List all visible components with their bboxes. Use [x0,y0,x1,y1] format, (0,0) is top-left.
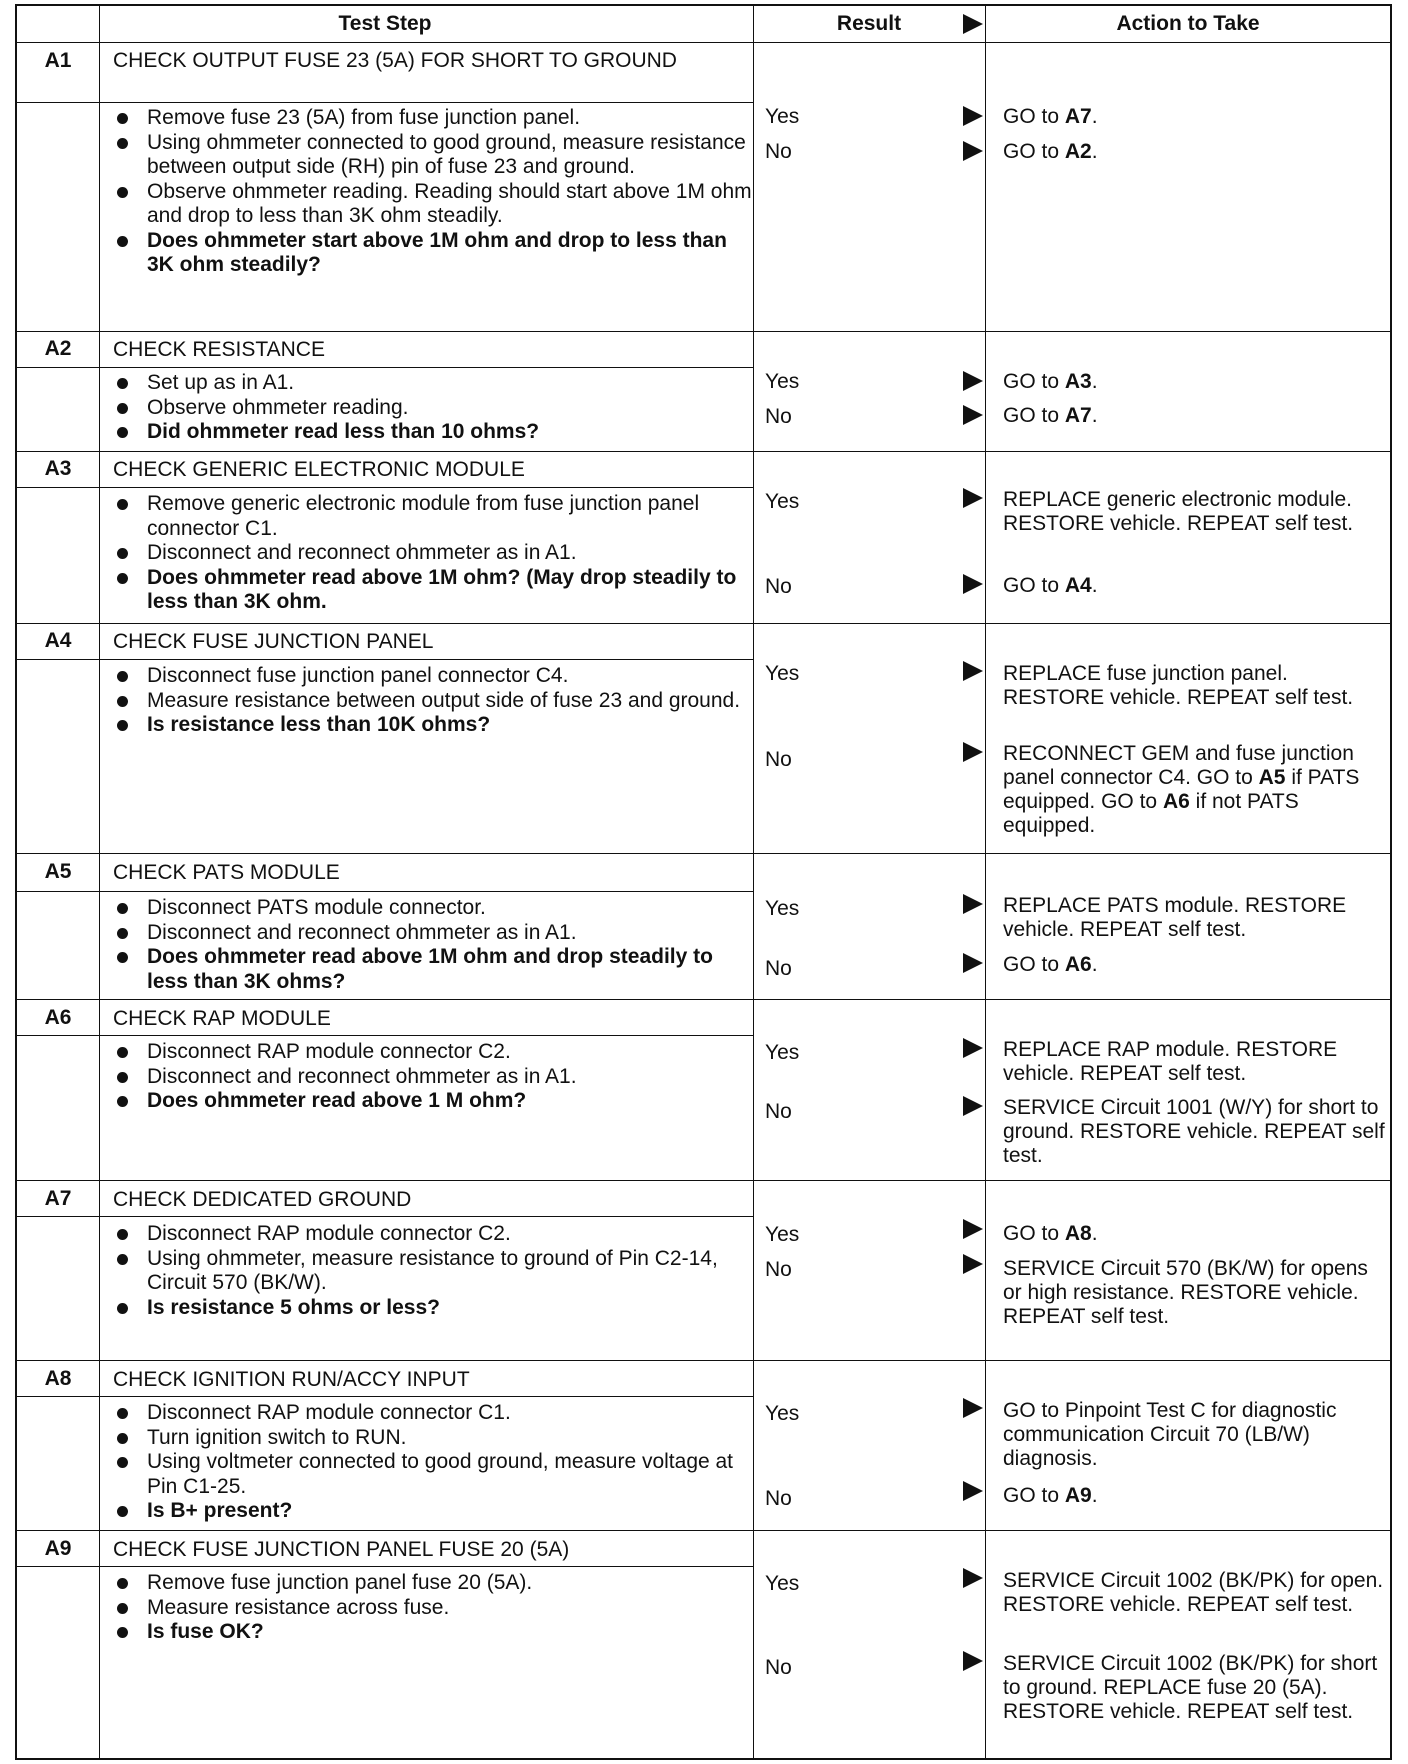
instruction: Using ohmmeter, measure resistance to ground of Pin C2-14, Circuit 570 (BK/W). [109,1247,759,1296]
arrow-icon [963,141,983,161]
step-title: CHECK PATS MODULE [113,861,340,884]
arrow-icon [963,953,983,973]
arrow-icon [963,488,983,508]
instruction: Disconnect and reconnect ohmmeter as in A1. [109,921,759,946]
arrow-icon [963,742,983,762]
instruction: Measure resistance between output side of fuse 23 and ground. [109,689,759,714]
instruction: Disconnect RAP module connector C1. [109,1401,759,1426]
arrow-icon [963,1219,983,1239]
arrow-icon [963,1651,983,1671]
arrow-icon [963,1481,983,1501]
step-id: A2 [44,337,72,360]
result-no: No [765,1258,792,1281]
step-title: CHECK FUSE JUNCTION PANEL FUSE 20 (5A) [113,1538,570,1561]
action-yes: REPLACE fuse junction panel. RESTORE vehicle. REPEAT self test. [1003,662,1354,709]
instruction: Remove fuse 23 (5A) from fuse junction panel. [109,106,759,131]
action-no: SERVICE Circuit 570 (BK/W) for opens or high resistance. RESTORE vehicle. REPEAT self test. [1003,1257,1368,1328]
arrow-icon [963,1398,983,1418]
action-yes: SERVICE Circuit 1002 (BK/PK) for open. RESTORE vehicle. REPEAT self test. [1003,1569,1384,1616]
instruction: Remove generic electronic module from fuse junction panel connector C1. [109,492,759,541]
action-yes: REPLACE RAP module. RESTORE vehicle. REPEAT self test. [1003,1038,1338,1085]
step-id: A3 [44,457,72,480]
step-id: A5 [44,860,72,883]
question: Does ohmmeter start above 1M ohm and drop to less than 3K ohm steadily? [109,229,759,278]
result-no: No [765,748,792,771]
arrow-icon [963,1038,983,1058]
arrow-icon [963,371,983,391]
action-no: GO to A7. [1003,404,1098,427]
step-id: A1 [44,49,72,72]
arrow-icon [963,405,983,425]
header-test-step: Test Step [338,12,432,35]
instruction: Using voltmeter connected to good ground, measure voltage at Pin C1-25. [109,1450,759,1499]
header-result: Result [836,12,902,35]
step-title: CHECK RAP MODULE [113,1007,331,1030]
action-no: GO to A4. [1003,574,1098,597]
title-divider [17,1216,753,1217]
header-divider [17,42,1390,43]
instruction: Disconnect PATS module connector. [109,896,759,921]
result-yes: Yes [765,1572,800,1595]
title-divider [17,1035,753,1036]
row-divider [17,1360,1390,1361]
instruction: Disconnect RAP module connector C2. [109,1040,759,1065]
title-divider [17,487,753,488]
question: Does ohmmeter read above 1 M ohm? [109,1089,759,1114]
title-divider [17,102,753,103]
action-yes: GO to A8. [1003,1222,1098,1245]
question: Does ohmmeter read above 1M ohm? (May drop steadily to less than 3K ohm. [109,566,759,615]
step-id: A4 [44,629,72,652]
step-instructions [109,1040,759,1114]
arrow-icon [963,661,983,681]
step-id: A8 [44,1367,72,1390]
id-column-divider [99,6,100,1758]
instruction: Observe ohmmeter reading. [109,396,759,421]
row-divider [17,1180,1390,1181]
instruction: Observe ohmmeter reading. Reading should start above 1M ohm and drop to less than 3K ohm steadily. [109,180,759,229]
step-id: A9 [44,1537,72,1560]
diagnostic-table [15,4,1392,1760]
instruction: Remove fuse junction panel fuse 20 (5A). [109,1571,759,1596]
row-divider [17,331,1390,332]
arrow-icon [963,894,983,914]
arrow-icon [963,1096,983,1116]
action-no: GO to A6. [1003,953,1098,976]
step-instructions [109,492,759,615]
step-instructions [109,896,759,994]
result-column-divider [985,6,986,1758]
action-no: GO to A2. [1003,140,1098,163]
action-yes: GO to A7. [1003,105,1098,128]
question: Is B+ present? [109,1499,759,1524]
step-id: A7 [44,1187,72,1210]
row-divider [17,1530,1390,1531]
instruction: Disconnect and reconnect ohmmeter as in A1. [109,1065,759,1090]
step-title: CHECK DEDICATED GROUND [113,1188,412,1211]
step-title: CHECK FUSE JUNCTION PANEL [113,630,434,653]
step-instructions [109,1571,759,1645]
result-yes: Yes [765,897,800,920]
question: Did ohmmeter read less than 10 ohms? [109,420,759,445]
result-no: No [765,575,792,598]
row-divider [17,999,1390,1000]
result-yes: Yes [765,370,800,393]
result-no: No [765,1100,792,1123]
result-yes: Yes [765,105,800,128]
result-no: No [765,140,792,163]
result-yes: Yes [765,490,800,513]
row-divider [17,451,1390,452]
title-divider [17,367,753,368]
instruction: Disconnect fuse junction panel connector C4. [109,664,759,689]
arrow-icon [963,574,983,594]
instruction: Turn ignition switch to RUN. [109,1426,759,1451]
question: Is resistance less than 10K ohms? [109,713,759,738]
arrow-icon [963,1568,983,1588]
action-no: GO to A9. [1003,1484,1098,1507]
step-instructions [109,106,759,278]
result-no: No [765,1487,792,1510]
arrow-icon [963,1254,983,1274]
step-title: CHECK RESISTANCE [113,338,325,361]
title-divider [17,659,753,660]
header-action: Action to Take [1116,12,1260,35]
instruction: Measure resistance across fuse. [109,1596,759,1621]
title-divider [17,891,753,892]
title-divider [17,1396,753,1397]
row-divider [17,853,1390,854]
action-yes: REPLACE generic electronic module. RESTORE vehicle. REPEAT self test. [1003,488,1354,535]
result-yes: Yes [765,1041,800,1064]
action-no: RECONNECT GEM and fuse junction panel connector C4. GO to A5 if PATS equipped. GO to A6 if not PATS equipped. [1003,742,1360,837]
step-title: CHECK OUTPUT FUSE 23 (5A) FOR SHORT TO GROUND [113,49,677,72]
result-no: No [765,405,792,428]
question: Does ohmmeter read above 1M ohm and drop steadily to less than 3K ohms? [109,945,759,994]
header-arrow-icon [963,14,983,34]
step-id: A6 [44,1006,72,1029]
result-no: No [765,957,792,980]
instruction: Disconnect RAP module connector C2. [109,1222,759,1247]
step-instructions [109,1222,759,1320]
arrow-icon [963,106,983,126]
row-divider [17,623,1390,624]
result-yes: Yes [765,1402,800,1425]
action-no: SERVICE Circuit 1002 (BK/PK) for short to ground. REPLACE fuse 20 (5A). RESTORE vehicle. REPEAT self test. [1003,1652,1378,1723]
title-divider [17,1566,753,1567]
step-title: CHECK GENERIC ELECTRONIC MODULE [113,458,525,481]
question: Is resistance 5 ohms or less? [109,1296,759,1321]
step-instructions [109,371,759,445]
action-yes: GO to Pinpoint Test C for diagnostic communication Circuit 70 (LB/W) diagnosis. [1003,1399,1337,1470]
result-no: No [765,1656,792,1679]
step-title: CHECK IGNITION RUN/ACCY INPUT [113,1368,470,1391]
step-instructions [109,664,759,738]
action-yes: GO to A3. [1003,370,1098,393]
question: Is fuse OK? [109,1620,759,1645]
action-no: SERVICE Circuit 1001 (W/Y) for short to ground. RESTORE vehicle. REPEAT self test. [1003,1096,1385,1167]
result-yes: Yes [765,1223,800,1246]
instruction: Disconnect and reconnect ohmmeter as in A1. [109,541,759,566]
action-yes: REPLACE PATS module. RESTORE vehicle. REPEAT self test. [1003,894,1347,941]
instruction: Using ohmmeter connected to good ground, measure resistance between output side (RH) pin of fuse 23 and ground. [109,131,759,180]
result-yes: Yes [765,662,800,685]
instruction: Set up as in A1. [109,371,759,396]
step-instructions [109,1401,759,1524]
